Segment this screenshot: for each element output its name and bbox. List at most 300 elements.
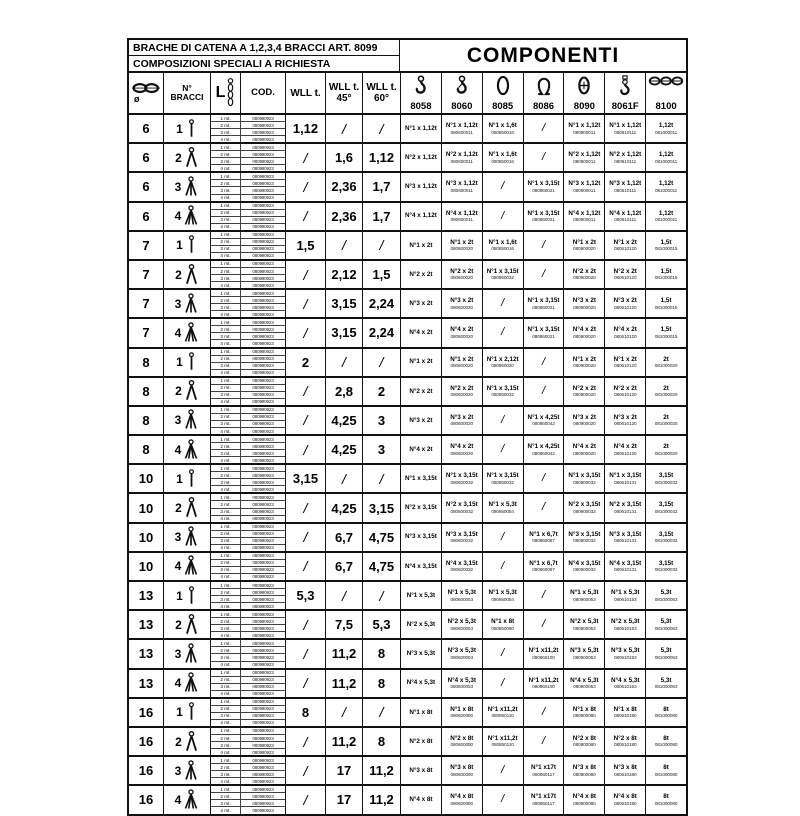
length-row [211,574,285,580]
length-code-grid [211,349,286,376]
length-label: 4 mt. [211,662,241,668]
length-code: 080990923 [252,311,274,317]
wll-value: 5,3 [286,582,326,609]
length-code: 080990923 [252,662,274,668]
sling-4-leg-icon [183,439,199,461]
component-qty: N°2 x 1,12t [404,154,437,161]
chain-diameter-value: 7 [129,232,164,259]
length-code: 080990923 [252,778,274,784]
length-row [211,531,285,538]
sling-1-leg-icon [185,118,198,140]
length-label: 4 mt. [211,807,241,813]
component-code: 080600053 [450,684,474,690]
component-code: 080860100 [532,684,555,690]
component-code: 081000015 [654,304,678,310]
component-cell-8086: / [524,261,565,288]
length-row [211,165,285,171]
table-body [129,115,686,814]
wll-60-value: 3 [363,436,401,463]
component-cell-8058 [401,115,442,142]
component-qty: N°3 x 3,15t [568,530,601,538]
legs-cell [164,524,211,551]
table-row [129,115,686,142]
component-code: 080610120 [613,450,637,456]
length-code: 080990923 [252,319,274,325]
length-label: 3 mt. [211,800,241,806]
component-code: 080600020 [450,333,474,339]
bracci-label-line2: BRACCI [170,92,204,102]
component-cell-8058 [401,494,442,521]
length-code: 080990923 [252,136,274,142]
length-row [211,516,285,522]
length-code: 080990923 [252,195,274,201]
component-cell-8085 [483,728,524,755]
wll-value: 1,12 [286,115,326,142]
component-cell-8061F [605,407,646,434]
length-code: 080990923 [252,428,274,434]
component-code: 081000032 [654,479,678,485]
component-code: 080900020 [573,421,596,427]
length-code-grid [211,115,286,142]
component-qty: N°1 x 2t [572,355,596,363]
length-code: 080990923 [252,246,274,252]
component-qty: N°3 x 8t [613,764,637,772]
length-row [211,618,285,625]
component-cell-8058 [401,611,442,638]
sling-2-leg-icon [184,497,199,519]
component-cell-8085 [483,144,524,171]
component-code: 081000080 [654,713,678,719]
chain-diameter-value: 10 [129,524,164,551]
component-cell-8086: / [524,378,565,405]
table-row [129,463,686,492]
component-qty: N°4 x 1,12t [609,209,642,217]
component-qty: N°3 x 2t [409,416,433,424]
component-qty: N°2 x 2t [613,384,637,392]
component-code: 080610111 [614,158,637,164]
component-cell-8086 [524,553,565,580]
legs-count: 4 [174,325,182,340]
chain-diameter-value: 7 [129,261,164,288]
legs-count: 2 [175,384,182,399]
component-code: 080600020 [450,246,474,252]
length-row [211,239,285,246]
legs-count: 1 [176,121,183,136]
length-row [211,691,285,697]
wll-value: / [286,261,326,288]
component-qty: N°3 x 2t [450,413,474,421]
length-row [211,771,285,778]
length-code: 080990923 [252,611,274,617]
legs-count: 4 [174,209,182,224]
length-row [211,333,285,340]
sling-4-leg-icon [183,205,199,227]
length-code: 080990923 [252,297,274,303]
length-code: 080990923 [252,670,274,676]
component-cell-8100 [646,582,686,609]
component-qty: N°1 x 5,3t [447,589,476,596]
wll-45-value: 6,7 [326,524,363,551]
sling-3-leg-icon [183,293,199,315]
length-label: 2 mt. [211,501,241,507]
length-row [211,290,285,297]
length-row [211,494,285,501]
component-cell-8060 [442,144,483,171]
legs-cell [164,494,211,521]
component-code: 081000032 [654,567,678,573]
component-cell-8085: / [483,524,524,551]
component-qty: N°2 x 1,12t [568,151,601,159]
component-code: 080600080 [450,771,474,777]
column-header-bracci [164,73,211,113]
component-qty: N°1 x 3,15t [404,475,437,483]
component-qty: N°4 x 3,15t [568,559,601,567]
component-qty: 8t [663,764,669,772]
master-link-icon [535,75,553,96]
component-cell-8060 [442,232,483,259]
component-qty: N°3 x 2t [409,299,433,307]
component-qty: N°2 x 3,15t [609,501,642,509]
component-code: 080610120 [613,275,637,281]
component-code: 080860042 [532,421,555,427]
component-qty: N°4 x 8t [572,793,596,801]
component-code: 080600080 [450,713,474,719]
chain-diameter-value: 13 [129,582,164,609]
component-code: 080900011 [573,158,596,164]
length-label: 3 mt. [211,684,241,690]
length-code: 080990923 [252,472,274,478]
component-code: 081000053 [654,654,678,660]
length-code-grid [211,144,286,171]
component-qty: N°1 x 1,12t [609,122,642,129]
length-row [211,436,285,443]
legs-count: 2 [175,501,182,516]
component-code: 080850054 [491,596,514,602]
component-cell-8060 [442,553,483,580]
component-cell-8058 [401,553,442,580]
component-qty: N°1 x 3,15t [609,472,642,480]
component-cell-8085: / [483,173,524,200]
length-code: 080990923 [252,450,274,456]
length-code: 080990923 [252,261,274,267]
component-cell-8085 [483,115,524,142]
component-cell-8085: / [483,407,524,434]
length-code-grid [211,319,286,346]
length-label: 4 mt. [211,545,241,551]
component-qty: N°1 x 3,15t [445,472,478,480]
component-code: 080600011 [450,129,473,135]
component-cell-8085 [483,261,524,288]
length-code: 080990923 [252,180,274,186]
component-qty: 8t [663,705,669,713]
length-code: 080990923 [252,144,274,150]
component-qty: N°1 x 8t [572,705,596,713]
length-label: 3 mt. [211,509,241,515]
component-cell-8090 [564,611,605,638]
length-code: 080990923 [252,340,274,346]
table-row [129,347,686,376]
component-code: 080860042 [532,450,555,456]
component-code: 081000015 [654,333,678,339]
component-cell-8100 [646,407,686,434]
length-code: 080990923 [252,224,274,230]
component-qty: N°1 x 3,15t [527,297,560,305]
component-code: 080860067 [532,538,555,544]
component-cell-8061F [605,378,646,405]
component-code: 080600011 [450,187,473,193]
length-row [211,180,285,187]
component-qty: N°4 x 5,3t [406,679,436,687]
wll-60-value: / [363,699,401,726]
length-row [211,349,285,356]
length-label: 3 mt. [211,654,241,660]
component-cell-8086 [524,407,565,434]
legs-count: 3 [174,179,182,194]
component-qty: N°2 x 8t [572,734,596,742]
length-row [211,479,285,486]
component-number-8058: 8058 [410,100,432,112]
length-row [211,589,285,596]
legs-cell [164,640,211,667]
component-code: 080900080 [573,771,596,777]
wll-60-value: 1,5 [363,261,401,288]
component-code: 080600020 [450,421,474,427]
chain-diameter-value: 16 [129,757,164,784]
table-row [129,522,686,551]
component-cell-8060 [442,203,483,230]
sling-2-leg-icon [184,147,199,169]
length-row [211,764,285,771]
wll-45-value: 2,36 [326,173,363,200]
length-code: 080990923 [252,567,274,573]
component-cell-8058 [401,699,442,726]
legs-count: 1 [176,705,183,720]
component-code: 080850110 [491,742,514,748]
length-label: 3 mt. [211,246,241,252]
length-label: 3 mt. [211,479,241,485]
component-cell-8061F [605,115,646,142]
length-code: 080990923 [252,210,274,216]
component-code: 080600032 [450,538,474,544]
legs-count: 1 [176,238,183,253]
length-row [211,203,285,210]
length-row [211,136,285,142]
length-code-grid [211,699,286,726]
wll-45-value: 3,15 [326,290,363,317]
component-qty: 2t [663,384,669,392]
component-qty: N°2 x 2t [572,267,596,275]
length-code: 080990923 [252,509,274,515]
length-label: 2 mt. [211,589,241,595]
component-cell-8100 [646,757,686,784]
wll-60-value: 2,24 [363,319,401,346]
length-row [211,129,285,136]
legs-cell [164,465,211,492]
length-code: 080990923 [252,443,274,449]
length-label: 3 mt. [211,333,241,339]
component-code: 080610131 [613,538,637,544]
length-code: 080990923 [252,436,274,442]
component-code: 080860117 [532,771,555,777]
length-row [211,173,285,180]
component-code: 080900053 [573,684,596,690]
length-label: 1 mt. [211,378,241,384]
length-code: 080990923 [252,807,274,813]
component-code: 080850016 [491,129,514,135]
component-cell-8090 [564,290,605,317]
wll-60-value: 8 [363,728,401,755]
component-number-8061F: 8061F [611,100,639,112]
component-code: 080610153 [613,596,637,602]
wll-value: / [286,494,326,521]
length-code: 080990923 [252,625,274,631]
component-code: 081000032 [654,508,678,514]
component-cell-8100 [646,436,686,463]
component-code: 080610180 [613,771,637,777]
component-qty: N°3 x 2t [572,297,596,305]
component-cell-8100 [646,728,686,755]
component-qty: N°2 x 2t [450,267,474,275]
component-qty: N°1 x 8t [491,618,515,626]
wll-value: / [286,757,326,784]
length-label: 3 mt. [211,158,241,164]
length-label: 2 mt. [211,618,241,624]
component-number-8086: 8086 [532,100,555,112]
chain-diameter-value: 6 [129,115,164,142]
wll-value: / [286,611,326,638]
component-cell-8060 [442,319,483,346]
length-row [211,640,285,647]
component-qty: N°4 x 5,3t [611,676,640,684]
component-cell-8085 [483,582,524,609]
component-code: 080900020 [573,363,596,369]
component-code: 080850054 [491,508,514,514]
component-cell-8085: / [483,436,524,463]
component-qty: N°1 x 8t [409,708,433,716]
column-header-8086 [524,73,565,113]
component-cell-8086: / [524,349,565,376]
length-code: 080990923 [252,122,274,128]
component-cell-8100 [646,173,686,200]
component-qty: N°2 x 1,12t [445,151,478,159]
chain-diameter-value: 7 [129,319,164,346]
column-header-cod: COD. [241,73,286,113]
component-code: 081000020 [654,421,678,427]
component-code: 080610180 [613,800,637,806]
vertical-chain-icon [226,77,235,109]
wll-value: / [286,553,326,580]
length-row [211,268,285,275]
length-code: 080990923 [252,232,274,238]
component-cell-8086 [524,786,565,813]
length-row [211,232,285,239]
component-qty: N°2 x 8t [613,734,637,742]
sling-3-leg-icon [183,643,199,665]
component-cell-8058 [401,203,442,230]
component-qty: N°4 x 2t [613,443,637,451]
component-code: 080600032 [450,567,474,573]
length-row [211,356,285,363]
component-code: 081000015 [654,275,678,281]
component-qty: N°3 x 1,12t [404,183,437,191]
length-label: 2 mt. [211,560,241,566]
wll-value: 8 [286,699,326,726]
length-label: 4 mt. [211,457,241,463]
length-row [211,596,285,603]
sling-2-leg-icon [184,264,199,286]
length-code: 080990923 [252,158,274,164]
length-row [211,560,285,567]
wll-60-value: 1,7 [363,203,401,230]
table-row [129,405,686,434]
chain-diameter-value: 16 [129,786,164,813]
length-label: 3 mt. [211,129,241,135]
component-cell-8086: / [524,144,565,171]
length-code: 080990923 [252,349,274,355]
component-cell-8086 [524,670,565,697]
sling-1-leg-icon [185,585,198,607]
length-row [211,443,285,450]
component-qty: N°3 x 5,3t [570,647,599,655]
component-cell-8100 [646,465,686,492]
component-cell-8061F [605,582,646,609]
length-row [211,720,285,726]
component-code: 080610131 [613,567,637,573]
chain-diameter-value: 8 [129,407,164,434]
component-cell-8090 [564,319,605,346]
legs-cell [164,728,211,755]
component-qty: N°2 x 5,3t [570,618,599,626]
component-number-8100: 8100 [655,100,677,112]
length-row [211,800,285,807]
length-code-grid [211,378,286,405]
length-code: 080990923 [252,574,274,580]
length-label: 1 mt. [211,349,241,355]
length-row [211,538,285,545]
length-label: 4 mt. [211,428,241,434]
sling-2-leg-icon [184,614,199,636]
legs-count: 2 [175,267,182,282]
chain-diameter-value: 8 [129,349,164,376]
component-code: 080600011 [450,217,473,223]
table-row [129,668,686,697]
length-label: 4 mt. [211,720,241,726]
length-row [211,793,285,800]
component-code: 080610180 [613,713,637,719]
length-code: 080990923 [252,589,274,595]
bracci-label-line1: N° [182,82,192,93]
wll-45-value: 6,7 [326,553,363,580]
component-qty: N°1 x17t [531,793,556,801]
component-cell-8060 [442,494,483,521]
length-label: 4 mt. [211,136,241,142]
component-code: 080900080 [573,713,596,719]
length-code-grid [211,582,286,609]
legs-count: 2 [175,150,182,165]
catalog-table [127,38,688,816]
legs-cell [164,699,211,726]
length-row [211,246,285,253]
component-code: 080850080 [491,625,514,631]
length-row [211,567,285,574]
chain-diameter-value: 10 [129,494,164,521]
component-qty: 3,15t [658,501,674,509]
column-header-8060 [442,73,483,113]
length-code: 080990923 [252,771,274,777]
component-code: 081000053 [654,684,678,690]
component-code: 080900032 [573,479,596,485]
chain-diameter-value: 6 [129,203,164,230]
